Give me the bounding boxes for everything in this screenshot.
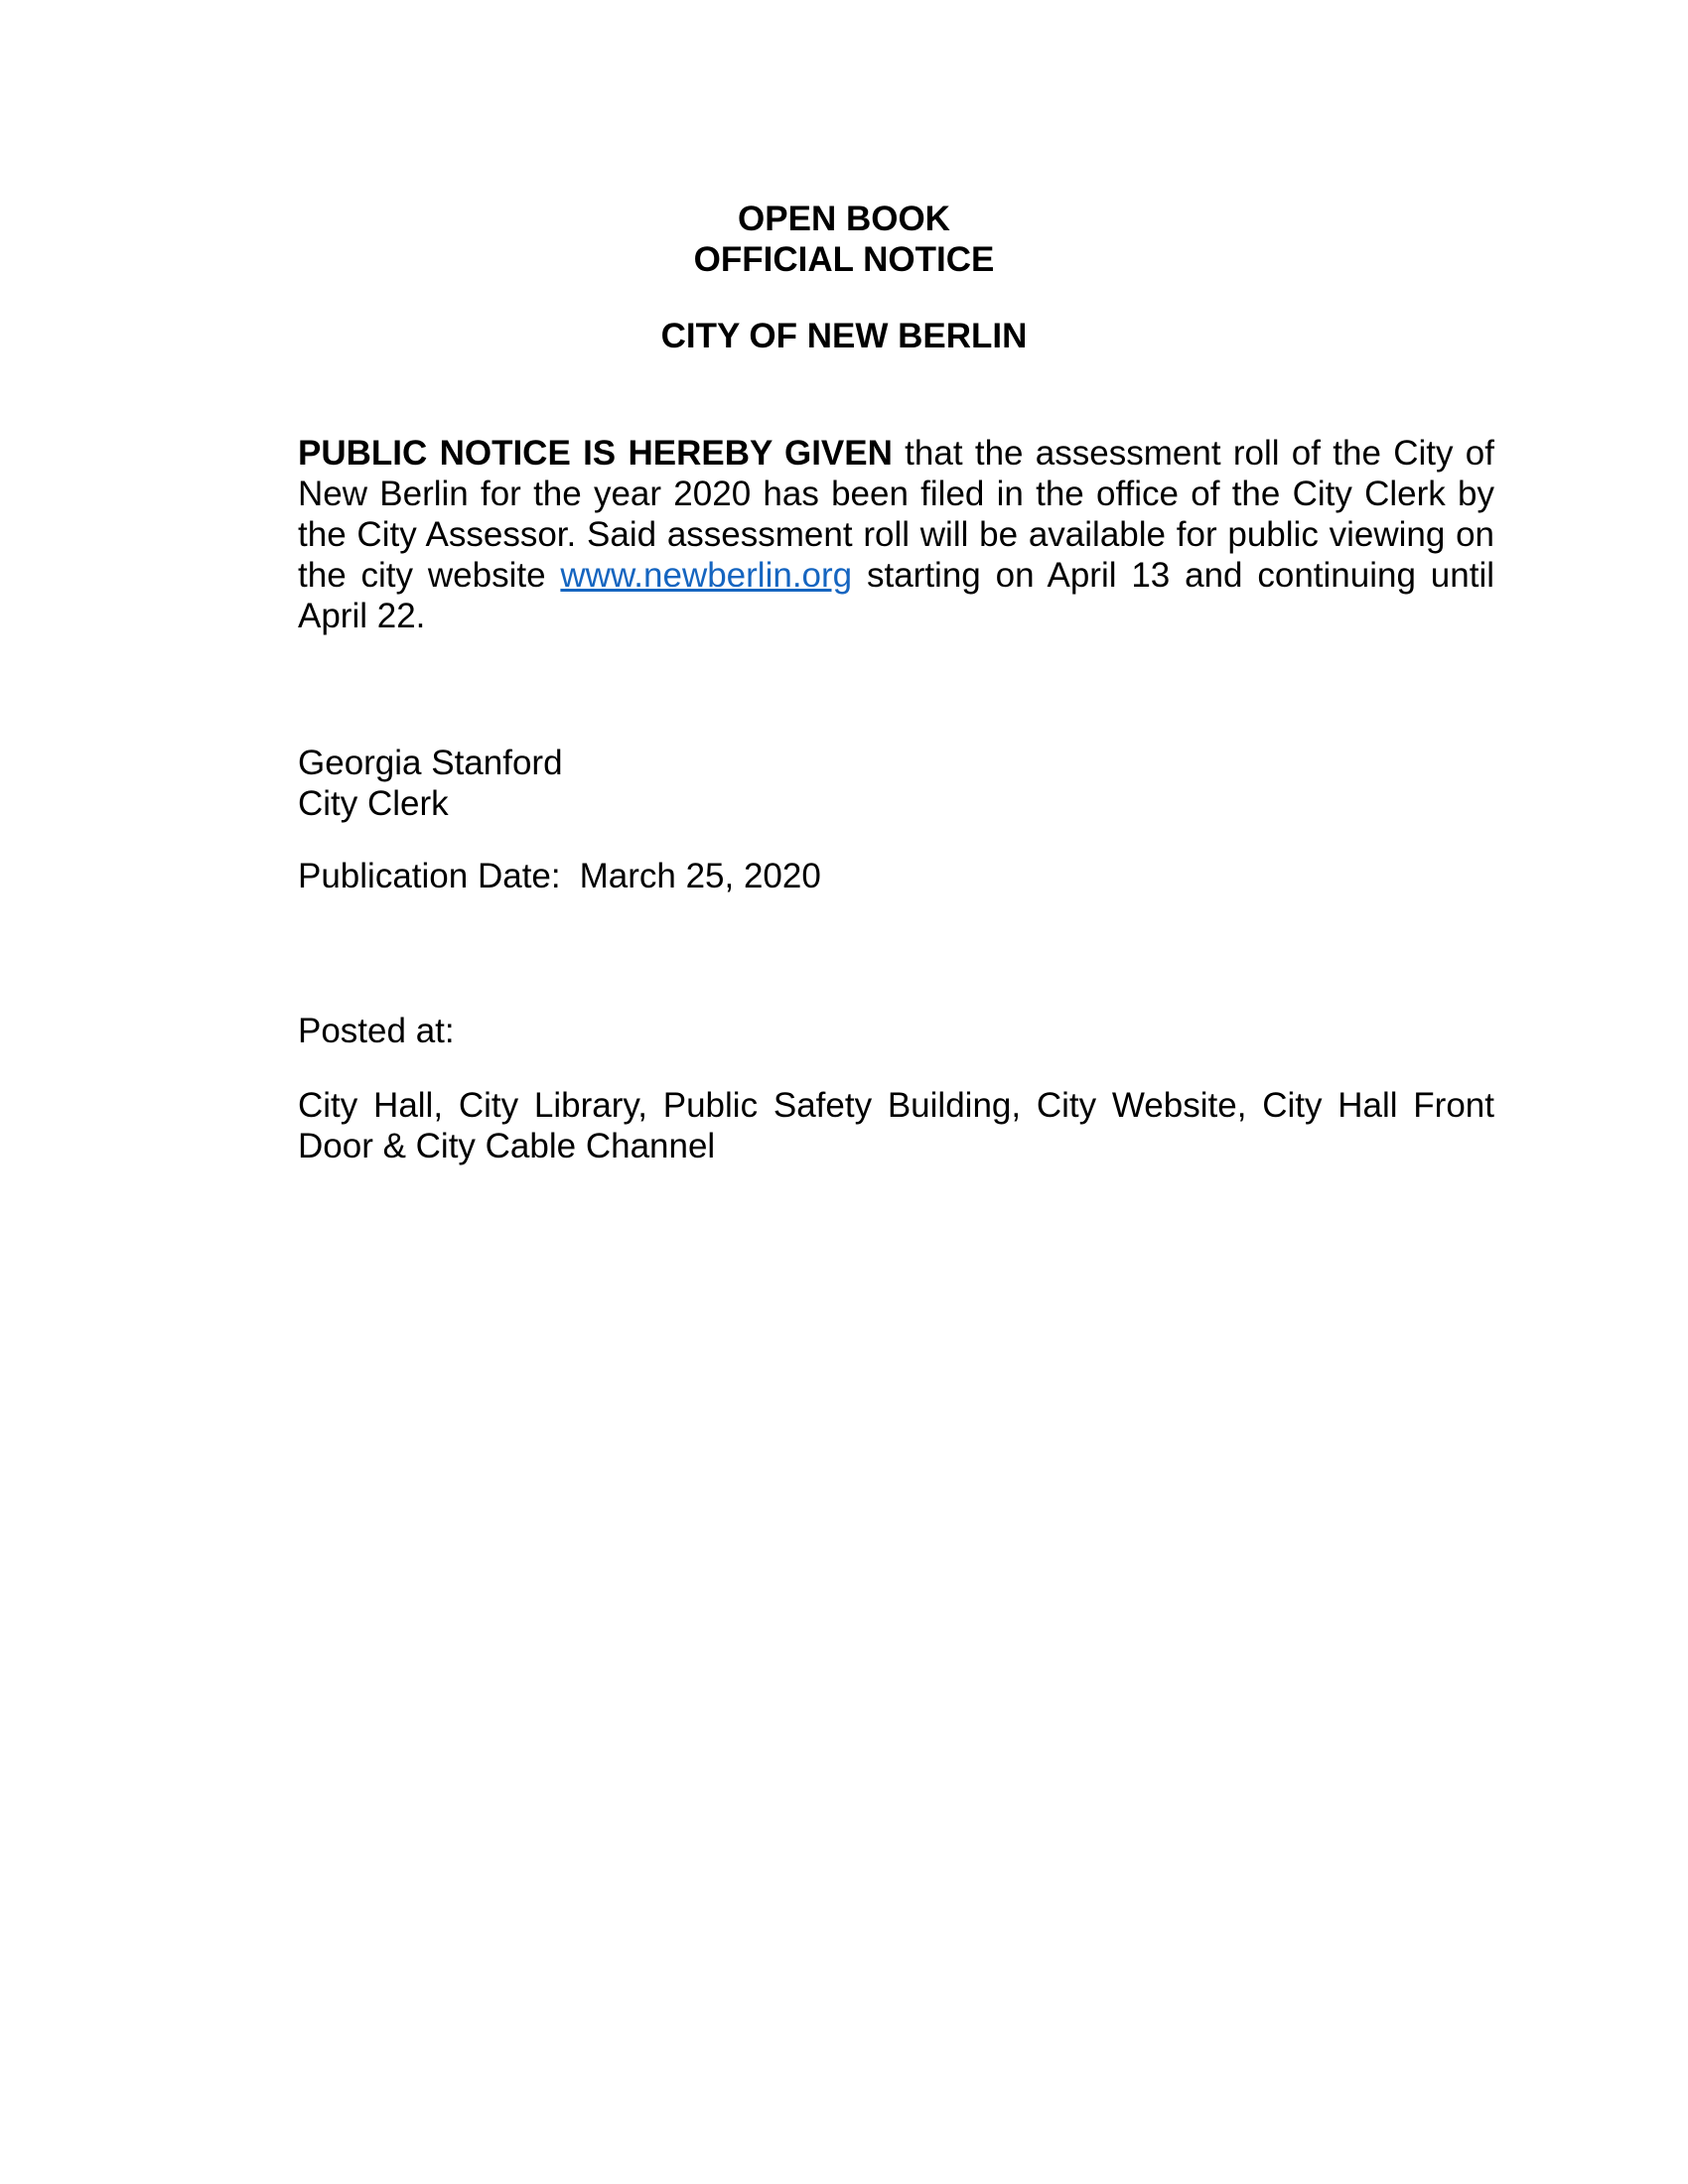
notice-header bbox=[0, 0, 1688, 356]
posted-at-label: Posted at: bbox=[298, 1012, 455, 1050]
publication-date-line bbox=[298, 856, 1494, 896]
signature-block bbox=[298, 743, 1494, 824]
notice-title-line1: OPEN BOOK bbox=[738, 200, 950, 238]
notice-body bbox=[298, 433, 1494, 1166]
notice-text-after-link: starting on April 13 and continuing until April 22. bbox=[298, 556, 1494, 635]
city-name-heading: CITY OF NEW BERLIN bbox=[660, 317, 1028, 355]
newberlin-website-link[interactable]: www.newberlin.org bbox=[560, 556, 853, 595]
notice-text-before-link: that the assessment roll of the City of New Berlin for the year 2020 has been filed in the office of the City Clerk by the City Assessor. Said assessment roll will be available for public viewing on the city website bbox=[298, 434, 1494, 595]
publication-date-value: March 25, 2020 bbox=[579, 857, 821, 895]
public-notice-lead: PUBLIC NOTICE IS HEREBY GIVEN bbox=[298, 434, 893, 473]
notice-title-line2: OFFICIAL NOTICE bbox=[693, 240, 995, 279]
clerk-title: City Clerk bbox=[298, 784, 449, 823]
public-notice-paragraph bbox=[298, 433, 1494, 636]
publication-date-label: Publication Date: bbox=[298, 857, 561, 895]
posted-locations-list: City Hall, City Library, Public Safety Building, City Website, City Hall Front Door & City Cable Channel bbox=[298, 1086, 1494, 1165]
clerk-name: Georgia Stanford bbox=[298, 744, 563, 782]
